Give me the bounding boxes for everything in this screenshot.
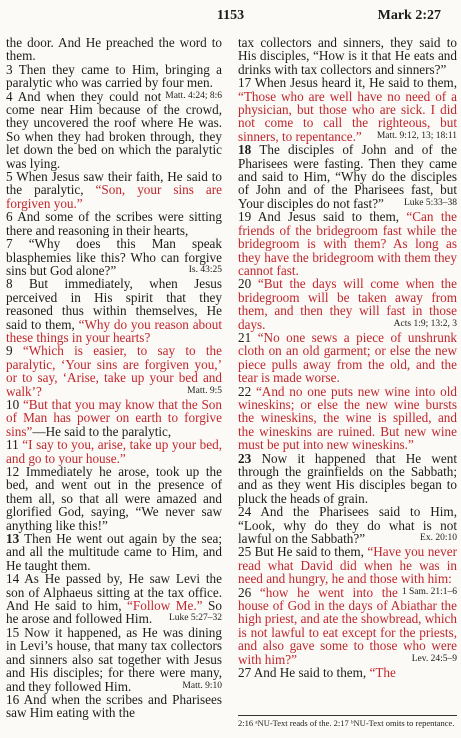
cross-reference: Luke 5:33–38 bbox=[403, 197, 457, 208]
verse-number: 9 bbox=[6, 343, 23, 359]
verse-number: 11 bbox=[6, 437, 23, 453]
verse bbox=[238, 331, 457, 385]
words-of-jesus: “Why do you reason about these things in your hearts? bbox=[6, 316, 222, 345]
verse-number: 17 bbox=[238, 75, 255, 91]
verse-text: And He said to them, bbox=[253, 665, 370, 681]
verse-number: 3 bbox=[6, 61, 19, 77]
words-of-jesus: “Those who are well have no need of a physician, but those who are sick. I did not come to call the righteous, but sinners, to repentance.” bbox=[238, 88, 457, 144]
verse bbox=[238, 505, 457, 545]
verse-number: 4 bbox=[6, 88, 18, 104]
verse-text: Then they came to Him, bringing a paralytic who was carried by four men. bbox=[6, 61, 222, 91]
verse-number: 12 bbox=[6, 464, 26, 479]
verse bbox=[6, 626, 222, 693]
words-of-jesus: “Can the friends of the bridegroom fast while the bridegroom is with them? As long as they have the bridegroom with them they cannot fast. bbox=[238, 209, 457, 278]
verse bbox=[6, 398, 222, 438]
verse-text: When Jesus saw their faith, He said to the paralytic, bbox=[6, 169, 222, 198]
verse-text: Immediately he arose, took up the bed, and went out in the presence of them all, so that all were amazed and glorified God, saying, “We never saw anything like this!” bbox=[6, 464, 222, 533]
verse bbox=[6, 237, 222, 277]
verse-number: 16 bbox=[6, 691, 24, 707]
verse-text: And the Pharisees said to Him, “Look, why do they do what is not lawful on the Sabbath?” bbox=[238, 504, 457, 547]
verse bbox=[238, 76, 457, 143]
verse-number: 6 bbox=[6, 209, 18, 225]
verse bbox=[6, 532, 222, 572]
verse-number: 5 bbox=[6, 169, 17, 185]
verse bbox=[6, 277, 222, 344]
verse bbox=[238, 36, 457, 76]
cross-reference: Lev. 24:5–9 bbox=[411, 653, 457, 664]
cross-reference: 1 Sam. 21:1–6 bbox=[401, 586, 457, 597]
verse-number: 22 bbox=[238, 383, 256, 399]
verse bbox=[238, 277, 457, 331]
verse-number: 23 bbox=[238, 450, 262, 466]
words-of-jesus: “Son, your sins are forgiven you.” bbox=[6, 182, 223, 211]
verse-number: 13 bbox=[6, 531, 25, 547]
verse-number: 21 bbox=[238, 329, 258, 345]
verse-number: 15 bbox=[6, 624, 25, 640]
verse-text: the door. And He preached the word to them. bbox=[6, 35, 222, 64]
page-number: 1153 bbox=[216, 8, 245, 23]
verse bbox=[238, 143, 457, 210]
verse-number: 7 bbox=[6, 236, 29, 252]
left-column bbox=[6, 36, 222, 720]
verse-text: Now it happened, as He was dining in Levi’s house, that many tax collectors and sinners also sat together with Jesus and His disciples; for there were many, and they followed Him. bbox=[6, 624, 222, 694]
cross-reference: Acts 1:9; 13:2, 3 bbox=[393, 318, 457, 329]
verse-number: 14 bbox=[6, 571, 25, 587]
verse bbox=[238, 666, 457, 679]
words-of-jesus: “Follow Me.” bbox=[127, 598, 203, 614]
cross-reference: Matt. 9:10 bbox=[182, 680, 222, 691]
cross-reference: Matt. 9:12, 13; 18:11 bbox=[376, 130, 457, 141]
verse bbox=[6, 572, 222, 626]
verse-text: The disciples of John and of the Pharisees were fasting. Then they came and said to Him, “Why do the disciples of John and of the Pharisees fast, but Your disciples do not fast?” bbox=[238, 142, 457, 211]
cross-reference: Matt. 4:24; 8:6 bbox=[165, 90, 222, 101]
verse bbox=[6, 170, 222, 210]
words-of-jesus: “And no one puts new wine into old wineskins; or else the new wine bursts the wineskins, the wine is spilled, and the wineskins are ruined. But new wine must be put into new wineskins.” bbox=[238, 383, 458, 453]
verse bbox=[238, 210, 457, 277]
cross-reference: Luke 5:27–32 bbox=[168, 613, 222, 624]
verse-text: And Jesus said to them, bbox=[257, 209, 407, 225]
page-header bbox=[0, 0, 461, 26]
running-head: Mark 2:27 bbox=[377, 8, 441, 23]
verse-text: But He said to them, bbox=[254, 544, 368, 560]
verse bbox=[6, 438, 222, 465]
words-of-jesus: “The bbox=[369, 665, 396, 681]
words-of-jesus: “I say to you, arise, take up your bed, and go to your house.” bbox=[6, 437, 223, 466]
verse bbox=[6, 465, 222, 532]
verse bbox=[238, 452, 457, 506]
verse-number: 24 bbox=[238, 504, 261, 520]
verse-number: 8 bbox=[6, 276, 29, 292]
verse bbox=[6, 61, 222, 101]
verse-number: 27 bbox=[238, 665, 254, 681]
verse-text: —He said to the paralytic, bbox=[32, 423, 172, 439]
words-of-jesus: “Have you never read what David did when he was in need and hungry, he and those with him: bbox=[238, 544, 457, 587]
verse-text: Then He went out again by the sea; and all the multitude came to Him, and He taught them. bbox=[6, 531, 222, 573]
cross-reference: Matt. 9:5 bbox=[187, 385, 222, 396]
verse bbox=[6, 36, 222, 63]
words-of-jesus: “But the days will come when the bridegroom will be taken away from them, and then they will fast in those days. bbox=[238, 276, 457, 332]
words-of-jesus: “Which is easier, to say to the paralytic, ‘Your sins are forgiven you,’ or to say, ‘Arise, take up your bed and walk’? bbox=[6, 343, 223, 399]
verse-number: 26 bbox=[238, 584, 260, 600]
cross-reference: Is. 43:25 bbox=[188, 264, 222, 275]
footnotes: 2:16 ᵃNU-Text reads of the. 2:17 ᵇNU-Text omits to repentance. bbox=[238, 715, 457, 728]
verse-text: “Why does this Man speak blasphemies like this? Who can forgive sins but God alone?” bbox=[6, 236, 223, 278]
verse bbox=[6, 90, 222, 170]
verse-number: 18 bbox=[238, 142, 260, 158]
verse-text: But immediately, when Jesus perceived in His spirit that they reasoned thus within themselves, He said to them, bbox=[6, 276, 223, 332]
verse bbox=[238, 586, 457, 666]
verse bbox=[6, 344, 222, 398]
verse-number: 19 bbox=[238, 209, 258, 225]
verse-text: When Jesus heard it, He said to them, bbox=[254, 75, 457, 91]
verse-text: And when they could not come near Him because of the crowd, they uncovered the roof where He was. So when they had broken through, they let down the bed on which the paralytic was lying. bbox=[6, 88, 222, 171]
verse-number: 20 bbox=[238, 276, 258, 292]
verse-text: And some of the scribes were sitting there and reasoning in their hearts, bbox=[6, 209, 222, 238]
verse-text: So he arose and followed Him. bbox=[6, 598, 222, 627]
verse-text: As He passed by, He saw Levi the son of Alphaeus sitting at the tax office. And He said to him, bbox=[6, 571, 222, 614]
verse-text: And when the scribes and Pharisees saw Him eating with the bbox=[6, 691, 222, 721]
verse bbox=[6, 210, 222, 237]
right-column bbox=[238, 36, 457, 680]
words-of-jesus: “No one sews a piece of unshrunk cloth on an old garment; or else the new piece pulls away from the old, and the tear is made worse. bbox=[238, 329, 458, 386]
words-of-jesus: “how he went into the house of God in the days of Abiathar the high priest, and ate the showbread, which is not lawful to eat except for the priests, and also gave some to those who were with him?” bbox=[238, 584, 457, 667]
verse bbox=[238, 385, 457, 452]
cross-reference: Ex. 20:10 bbox=[420, 533, 457, 544]
verse-text: Now it happened that He went through the grainfields on the Sabbath; and as they went His disciples began to pluck the heads of grain. bbox=[238, 450, 457, 506]
words-of-jesus: “But that you may know that the Son of Man has power on earth to forgive sins” bbox=[6, 396, 222, 439]
verse bbox=[6, 693, 222, 720]
verse-text: tax collectors and sinners, they said to His disciples, “How is it that He eats and drinks with tax collectors and sinners?” bbox=[238, 35, 457, 77]
verse-number: 25 bbox=[238, 544, 255, 560]
verse-number: 10 bbox=[6, 396, 23, 412]
